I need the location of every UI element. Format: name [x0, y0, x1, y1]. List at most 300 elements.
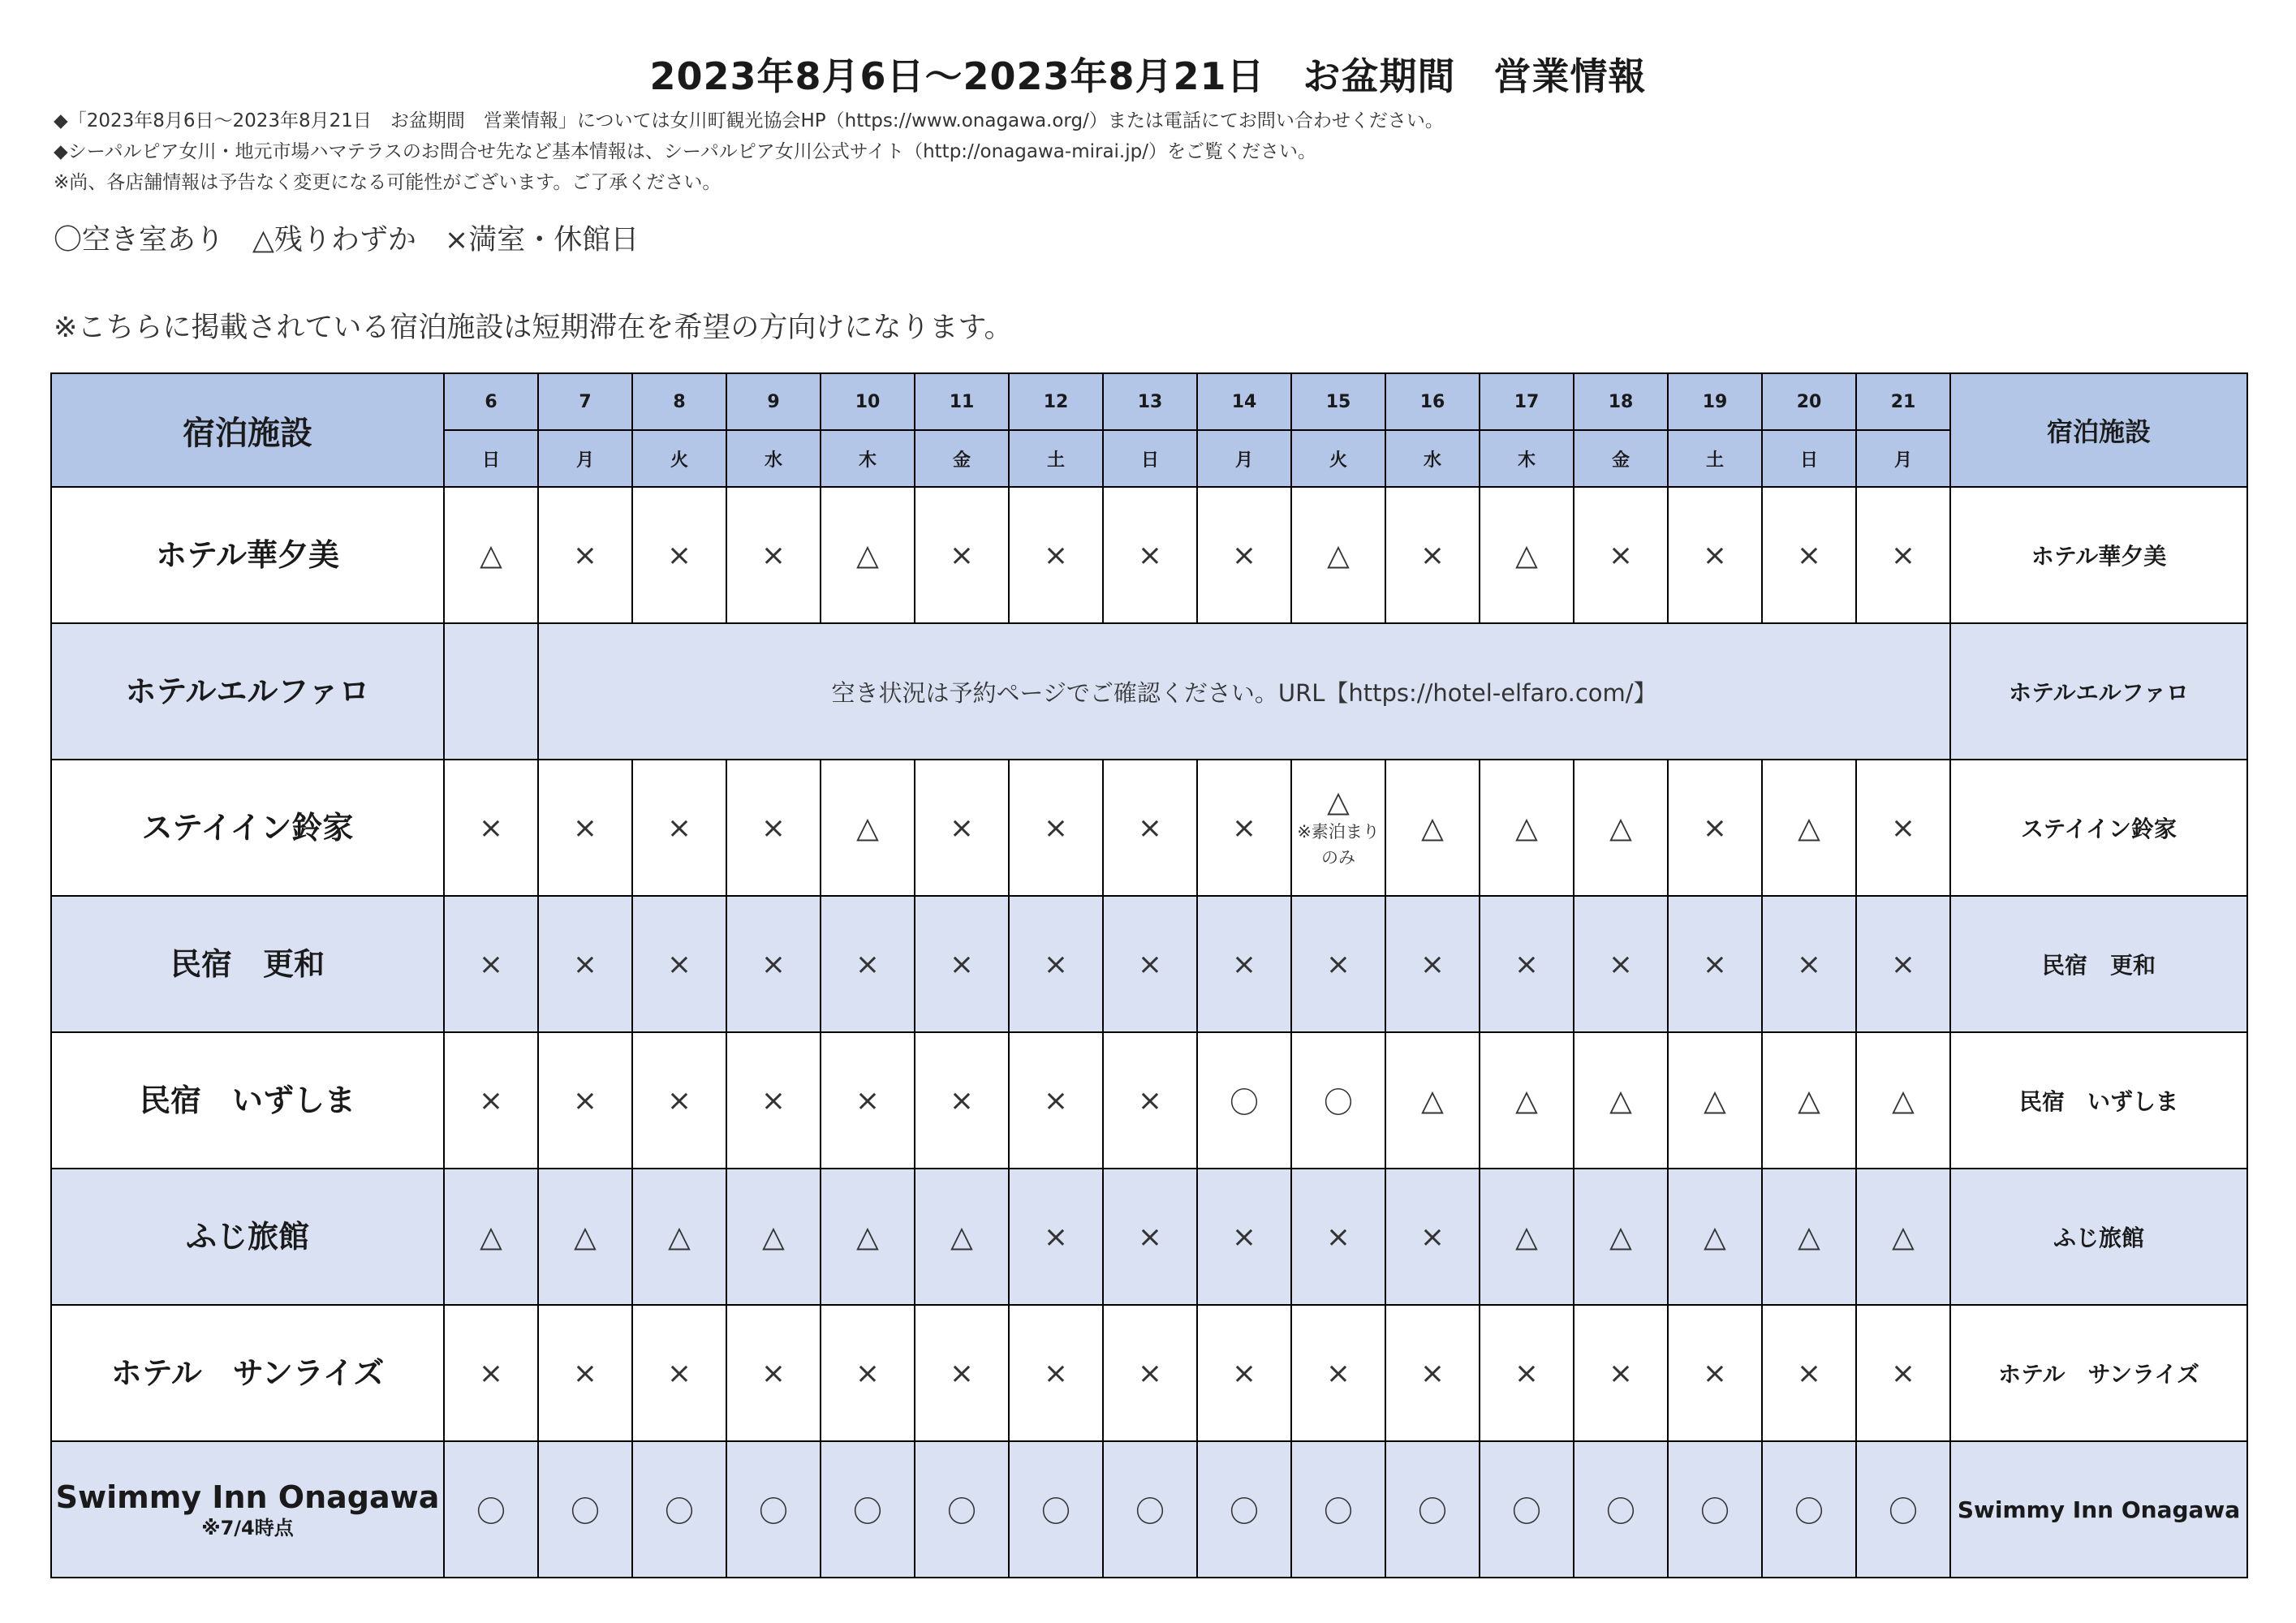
- availability-mark: ×: [1043, 1220, 1069, 1254]
- availability-cell: [1668, 1441, 1762, 1578]
- availability-mark: ×: [1890, 1356, 1916, 1390]
- availability-cell: [632, 487, 726, 623]
- availability-mark: 〇: [1229, 1495, 1259, 1529]
- header-day-15: 15: [1291, 373, 1385, 430]
- availability-mark: ×: [666, 947, 692, 981]
- availability-mark: ×: [1231, 1356, 1257, 1390]
- availability-cell: [726, 760, 821, 896]
- facility-name-right: ホテル サンライズ: [1950, 1305, 2247, 1441]
- availability-mark: △: [1327, 538, 1350, 572]
- availability-mark: ×: [1890, 947, 1916, 981]
- availability-mark: ×: [1796, 947, 1822, 981]
- availability-table: [50, 372, 2248, 1578]
- availability-cell: [1197, 896, 1291, 1032]
- availability-cell: [1009, 1169, 1103, 1305]
- availability-cell: [1762, 760, 1856, 896]
- header-day-19: 19: [1668, 373, 1762, 430]
- availability-mark: △: [1515, 1220, 1538, 1254]
- facility-name: [51, 1169, 444, 1305]
- availability-cell: [444, 487, 538, 623]
- note-line-official-site: ◆シーパルピア女川・地元市場ハマテラスのお問合せ先など基本情報は、シーパルピア女川公式サイト（http://onagawa-mirai.jp/）をご覧ください。: [54, 141, 1316, 162]
- availability-mark: ×: [478, 1083, 504, 1117]
- availability-cell: [821, 1441, 915, 1578]
- facility-name-right: ステイイン鈴家: [1950, 760, 2247, 896]
- availability-cell: [726, 1032, 821, 1169]
- availability-mark: ×: [1137, 1356, 1163, 1390]
- availability-mark: ×: [1325, 947, 1351, 981]
- availability-cell: [1385, 487, 1480, 623]
- availability-mark: 〇: [1323, 1086, 1353, 1120]
- availability-mark: ×: [1702, 811, 1728, 845]
- availability-cell: [1291, 1305, 1385, 1441]
- availability-mark: ×: [1137, 1220, 1163, 1254]
- availability-mark: 〇: [852, 1495, 882, 1529]
- availability-cell: [1668, 1169, 1762, 1305]
- availability-cell: [915, 896, 1009, 1032]
- availability-cell: [1009, 1441, 1103, 1578]
- header-weekday-6: 日: [444, 430, 538, 487]
- availability-cell: [1009, 896, 1103, 1032]
- availability-mark: 〇: [1040, 1495, 1070, 1529]
- availability-mark: 〇: [946, 1495, 976, 1529]
- availability-cell: [1009, 760, 1103, 896]
- availability-mark: ×: [1231, 1220, 1257, 1254]
- header-weekday-12: 土: [1009, 430, 1103, 487]
- availability-cell: [1668, 760, 1762, 896]
- availability-cell: [1291, 896, 1385, 1032]
- note-line-contact: ◆「2023年8月6日〜2023年8月21日 お盆期間 営業情報」については女川町観光協会HP（https://www.onagawa.org/）または電話にてお問い合わせください。: [54, 110, 1444, 131]
- availability-cell: [538, 1032, 632, 1169]
- availability-mark: ×: [666, 538, 692, 572]
- availability-cell: [915, 1305, 1009, 1441]
- availability-cell: [821, 1032, 915, 1169]
- header-row-days: [51, 373, 2247, 430]
- availability-cell: [1103, 1169, 1197, 1305]
- availability-cell: [1103, 760, 1197, 896]
- header-facility-left: 宿泊施設: [51, 373, 444, 487]
- facility-name: [51, 896, 444, 1032]
- availability-mark: △: [1515, 538, 1538, 572]
- availability-mark: ×: [1514, 1356, 1540, 1390]
- availability-cell: [1103, 896, 1197, 1032]
- availability-mark: ×: [1419, 1220, 1445, 1254]
- availability-mark: △: [856, 1220, 879, 1254]
- availability-mark: ×: [572, 538, 598, 572]
- facility-name: [51, 1441, 444, 1578]
- availability-mark: ×: [1702, 947, 1728, 981]
- availability-mark: ×: [478, 811, 504, 845]
- availability-cell: [915, 487, 1009, 623]
- availability-cell: [1197, 1032, 1291, 1169]
- availability-cell: [632, 760, 726, 896]
- header-day-10: 10: [821, 373, 915, 430]
- table-row: [51, 1169, 2247, 1305]
- availability-cell: [1856, 1169, 1950, 1305]
- availability-mark: ×: [855, 947, 881, 981]
- availability-mark: △: [1892, 1083, 1915, 1117]
- table-row: [51, 1441, 2247, 1578]
- facility-name: [51, 487, 444, 623]
- table-row: [51, 760, 2247, 896]
- facility-name-label: 民宿 更和: [170, 946, 325, 982]
- header-facility-right: 宿泊施設: [1950, 373, 2247, 487]
- availability-mark: ×: [1043, 1356, 1069, 1390]
- availability-mark: 〇: [1323, 1495, 1353, 1529]
- availability-mark: 〇: [1135, 1495, 1165, 1529]
- availability-mark: △: [480, 538, 502, 572]
- availability-mark: △: [1421, 811, 1444, 845]
- availability-mark: △: [856, 811, 879, 845]
- table-row: [51, 487, 2247, 623]
- header-day-17: 17: [1480, 373, 1574, 430]
- availability-mark: 〇: [570, 1495, 600, 1529]
- availability-mark: ×: [855, 1083, 881, 1117]
- header-day-11: 11: [915, 373, 1009, 430]
- availability-cell: [1291, 1032, 1385, 1169]
- facility-name-right: 民宿 いずしま: [1950, 1032, 2247, 1169]
- availability-cell: [1574, 760, 1668, 896]
- availability-cell: [1009, 1032, 1103, 1169]
- availability-mark: △: [1798, 1220, 1820, 1254]
- header-day-14: 14: [1197, 373, 1291, 430]
- header-day-9: 9: [726, 373, 821, 430]
- availability-mark: △: [950, 1220, 973, 1254]
- availability-cell: [821, 487, 915, 623]
- availability-mark: △: [1421, 1083, 1444, 1117]
- availability-cell: [821, 1305, 915, 1441]
- availability-merged-note: 空き状況は予約ページでご確認ください。URL【https://hotel-elfaro.com/】: [538, 623, 1950, 760]
- header-day-7: 7: [538, 373, 632, 430]
- facility-name-right: ふじ旅館: [1950, 1169, 2247, 1305]
- availability-cell: [1480, 487, 1574, 623]
- header-weekday-21: 月: [1856, 430, 1950, 487]
- availability-cell: [1291, 1441, 1385, 1578]
- table-row: [51, 623, 2247, 760]
- availability-cell: [1385, 1441, 1480, 1578]
- availability-cell: [1009, 1305, 1103, 1441]
- availability-cell: [1197, 1169, 1291, 1305]
- availability-cell: [915, 1032, 1009, 1169]
- header-day-6: 6: [444, 373, 538, 430]
- availability-mark: 〇: [664, 1495, 694, 1529]
- header-day-13: 13: [1103, 373, 1197, 430]
- availability-cell: [1856, 487, 1950, 623]
- availability-cell: [821, 760, 915, 896]
- availability-cell: [1574, 1441, 1668, 1578]
- availability-cell: [1103, 1305, 1197, 1441]
- availability-mark: ×: [949, 1083, 975, 1117]
- availability-mark: 〇: [1417, 1495, 1447, 1529]
- availability-mark: ×: [666, 1083, 692, 1117]
- header-weekday-16: 水: [1385, 430, 1480, 487]
- availability-cell: [1856, 896, 1950, 1032]
- availability-mark: 〇: [1229, 1086, 1259, 1120]
- availability-mark: ×: [1796, 538, 1822, 572]
- availability-mark: △: [762, 1220, 785, 1254]
- availability-cell: [1762, 1169, 1856, 1305]
- availability-mark: △: [1609, 1220, 1632, 1254]
- header-weekday-7: 月: [538, 430, 632, 487]
- facility-name-right: ホテルエルファロ: [1950, 623, 2247, 760]
- facility-name-right: ホテル華夕美: [1950, 487, 2247, 623]
- availability-cell: [1856, 1441, 1950, 1578]
- availability-mark: ×: [949, 1356, 975, 1390]
- availability-mark: △: [1609, 811, 1632, 845]
- availability-cell: [726, 1169, 821, 1305]
- facility-name-label: ホテル サンライズ: [110, 1355, 385, 1391]
- availability-cell: [632, 1305, 726, 1441]
- availability-cell: [538, 760, 632, 896]
- availability-cell: [1668, 1305, 1762, 1441]
- availability-mark: ×: [1043, 947, 1069, 981]
- facility-name: [51, 1032, 444, 1169]
- availability-cell: [1385, 1169, 1480, 1305]
- availability-mark: ×: [1137, 1083, 1163, 1117]
- availability-mark: ×: [1419, 1356, 1445, 1390]
- availability-cell: [1385, 1032, 1480, 1169]
- availability-cell: [1291, 1169, 1385, 1305]
- availability-cell: [1197, 760, 1291, 896]
- availability-cell: [1762, 1305, 1856, 1441]
- availability-cell: [1009, 487, 1103, 623]
- availability-cell: [1480, 760, 1574, 896]
- header-day-16: 16: [1385, 373, 1480, 430]
- facility-name-right: 民宿 更和: [1950, 896, 2247, 1032]
- availability-mark: 〇: [476, 1495, 506, 1529]
- facility-name-note: ※7/4時点: [201, 1517, 294, 1539]
- availability-cell: [632, 896, 726, 1032]
- availability-cell: [538, 1441, 632, 1578]
- header-weekday-13: 日: [1103, 430, 1197, 487]
- availability-cell: [1480, 1305, 1574, 1441]
- availability-cell: [1480, 896, 1574, 1032]
- facility-name: [51, 760, 444, 896]
- availability-mark: 〇: [758, 1495, 788, 1529]
- availability-cell: [726, 896, 821, 1032]
- availability-cell: [444, 760, 538, 896]
- header-weekday-18: 金: [1574, 430, 1668, 487]
- availability-mark: ×: [949, 947, 975, 981]
- availability-mark: 〇: [1794, 1495, 1824, 1529]
- availability-mark: 〇: [1888, 1495, 1918, 1529]
- availability-mark: ×: [1890, 811, 1916, 845]
- availability-cell: [444, 1305, 538, 1441]
- availability-cell: [1856, 1032, 1950, 1169]
- availability-mark: △: [480, 1220, 502, 1254]
- availability-cell: [1668, 896, 1762, 1032]
- availability-mark: ×: [1514, 947, 1540, 981]
- availability-mark: △: [856, 538, 879, 572]
- availability-mark: 〇: [1699, 1495, 1730, 1529]
- availability-cell: [726, 1441, 821, 1578]
- availability-cell: [1197, 1305, 1291, 1441]
- facility-name: [51, 623, 444, 760]
- facility-name-label: ホテルエルファロ: [125, 674, 370, 709]
- short-stay-disclaimer: ※こちらに掲載されている宿泊施設は短期滞在を希望の方向けになります。: [54, 312, 1013, 344]
- header-weekday-8: 火: [632, 430, 726, 487]
- availability-mark: ×: [760, 811, 786, 845]
- availability-mark: ×: [1702, 538, 1728, 572]
- availability-cell: [444, 1169, 538, 1305]
- availability-mark: ×: [1608, 947, 1634, 981]
- availability-mark: ×: [1137, 947, 1163, 981]
- availability-cell: [538, 1169, 632, 1305]
- header-weekday-10: 木: [821, 430, 915, 487]
- availability-legend: 〇空き室あり △残りわずか ×満室・休館日: [54, 224, 640, 256]
- header-weekday-20: 日: [1762, 430, 1856, 487]
- availability-mark: △: [574, 1220, 597, 1254]
- availability-mark: △: [1515, 811, 1538, 845]
- availability-mark: ×: [1702, 1356, 1728, 1390]
- availability-mark: ×: [760, 947, 786, 981]
- availability-cell: [915, 760, 1009, 896]
- availability-cell: [632, 1441, 726, 1578]
- availability-cell: [1574, 1169, 1668, 1305]
- availability-cell: [1385, 760, 1480, 896]
- availability-mark: ×: [949, 538, 975, 572]
- availability-cell: [1291, 487, 1385, 623]
- availability-cell: [538, 896, 632, 1032]
- availability-mark: ×: [1796, 1356, 1822, 1390]
- availability-mark: 〇: [1605, 1495, 1635, 1529]
- availability-mark: ×: [666, 811, 692, 845]
- availability-cell: [1574, 1032, 1668, 1169]
- availability-cell: [444, 896, 538, 1032]
- availability-cell: [632, 1169, 726, 1305]
- availability-mark: △: [1515, 1083, 1538, 1117]
- header-weekday-15: 火: [1291, 430, 1385, 487]
- availability-cell: [1668, 1032, 1762, 1169]
- header-day-18: 18: [1574, 373, 1668, 430]
- availability-cell: [1574, 487, 1668, 623]
- availability-mark: 〇: [1511, 1495, 1541, 1529]
- notes-block: [54, 105, 1444, 198]
- availability-mark: ×: [1419, 947, 1445, 981]
- availability-cell-note: ※素泊まりのみ: [1297, 821, 1380, 867]
- table-row: [51, 896, 2247, 1032]
- availability-mark: ×: [760, 1356, 786, 1390]
- availability-cell: [1385, 1305, 1480, 1441]
- availability-mark: ×: [1043, 811, 1069, 845]
- availability-cell: [1574, 896, 1668, 1032]
- availability-cell: [726, 487, 821, 623]
- availability-mark: ×: [1325, 1220, 1351, 1254]
- availability-cell: [915, 1169, 1009, 1305]
- facility-name: [51, 1305, 444, 1441]
- availability-mark: ×: [760, 538, 786, 572]
- availability-mark: △: [1798, 811, 1820, 845]
- facility-name-label: ふじ旅館: [185, 1219, 309, 1255]
- availability-cell: [632, 1032, 726, 1169]
- header-weekday-19: 土: [1668, 430, 1762, 487]
- availability-cell: [1856, 760, 1950, 896]
- availability-cell: [1480, 1441, 1574, 1578]
- availability-mark: ×: [1231, 947, 1257, 981]
- availability-cell: [444, 1441, 538, 1578]
- availability-cell: [538, 487, 632, 623]
- availability-mark: ×: [1419, 538, 1445, 572]
- availability-mark: ×: [666, 1356, 692, 1390]
- availability-mark: ×: [1231, 538, 1257, 572]
- availability-cell: [1668, 487, 1762, 623]
- availability-mark: ×: [760, 1083, 786, 1117]
- availability-mark: ×: [1137, 538, 1163, 572]
- availability-mark: △: [1704, 1083, 1726, 1117]
- header-weekday-14: 月: [1197, 430, 1291, 487]
- availability-mark: ×: [572, 1083, 598, 1117]
- header-day-12: 12: [1009, 373, 1103, 430]
- availability-mark: △: [1892, 1220, 1915, 1254]
- availability-mark: ×: [1325, 1356, 1351, 1390]
- availability-cell: [1762, 487, 1856, 623]
- availability-mark: △: [1327, 785, 1350, 819]
- availability-cell: [726, 1305, 821, 1441]
- facility-name-label: Swimmy Inn Onagawa: [55, 1479, 440, 1515]
- facility-name-label: ステイイン鈴家: [141, 810, 354, 846]
- availability-mark: ×: [572, 1356, 598, 1390]
- header-weekday-17: 木: [1480, 430, 1574, 487]
- facility-name-right: Swimmy Inn Onagawa: [1950, 1441, 2247, 1578]
- availability-cell: [821, 896, 915, 1032]
- availability-cell: [1103, 487, 1197, 623]
- header-day-20: 20: [1762, 373, 1856, 430]
- availability-mark: ×: [572, 811, 598, 845]
- availability-mark: ×: [1043, 1083, 1069, 1117]
- availability-cell: [1103, 1032, 1197, 1169]
- table-row: [51, 1032, 2247, 1169]
- availability-mark: △: [1798, 1083, 1820, 1117]
- availability-cell: [1574, 1305, 1668, 1441]
- availability-cell: [821, 1169, 915, 1305]
- availability-cell: [444, 623, 538, 760]
- facility-name-label: ホテル華夕美: [155, 537, 340, 573]
- availability-mark: ×: [1137, 811, 1163, 845]
- note-line-change-notice: ※尚、各店舗情報は予告なく変更になる可能性がございます。ご了承ください。: [54, 172, 722, 193]
- facility-name-label: 民宿 いずしま: [139, 1083, 355, 1118]
- availability-cell: [1480, 1169, 1574, 1305]
- header-weekday-11: 金: [915, 430, 1009, 487]
- header-day-21: 21: [1856, 373, 1950, 430]
- availability-mark: ×: [478, 947, 504, 981]
- availability-mark: ×: [1890, 538, 1916, 572]
- header-day-8: 8: [632, 373, 726, 430]
- availability-cell: [1480, 1032, 1574, 1169]
- availability-cell: [915, 1441, 1009, 1578]
- availability-cell: [1385, 896, 1480, 1032]
- availability-cell: [1762, 1032, 1856, 1169]
- availability-mark: △: [1704, 1220, 1726, 1254]
- availability-mark: ×: [478, 1356, 504, 1390]
- availability-cell: [1762, 1441, 1856, 1578]
- availability-cell: [1291, 760, 1385, 896]
- availability-cell: [444, 1032, 538, 1169]
- availability-cell: [1103, 1441, 1197, 1578]
- header-weekday-9: 水: [726, 430, 821, 487]
- availability-mark: △: [668, 1220, 691, 1254]
- availability-mark: ×: [1231, 811, 1257, 845]
- availability-mark: ×: [1608, 538, 1634, 572]
- table-row: [51, 1305, 2247, 1441]
- availability-cell: [1856, 1305, 1950, 1441]
- availability-mark: ×: [949, 811, 975, 845]
- availability-cell: [538, 1305, 632, 1441]
- page-title: 2023年8月6日〜2023年8月21日 お盆期間 営業情報: [649, 54, 1647, 98]
- availability-cell: [1762, 896, 1856, 1032]
- availability-cell: [1197, 487, 1291, 623]
- availability-mark: ×: [1608, 1356, 1634, 1390]
- availability-mark: ×: [1043, 538, 1069, 572]
- availability-cell: [1197, 1441, 1291, 1578]
